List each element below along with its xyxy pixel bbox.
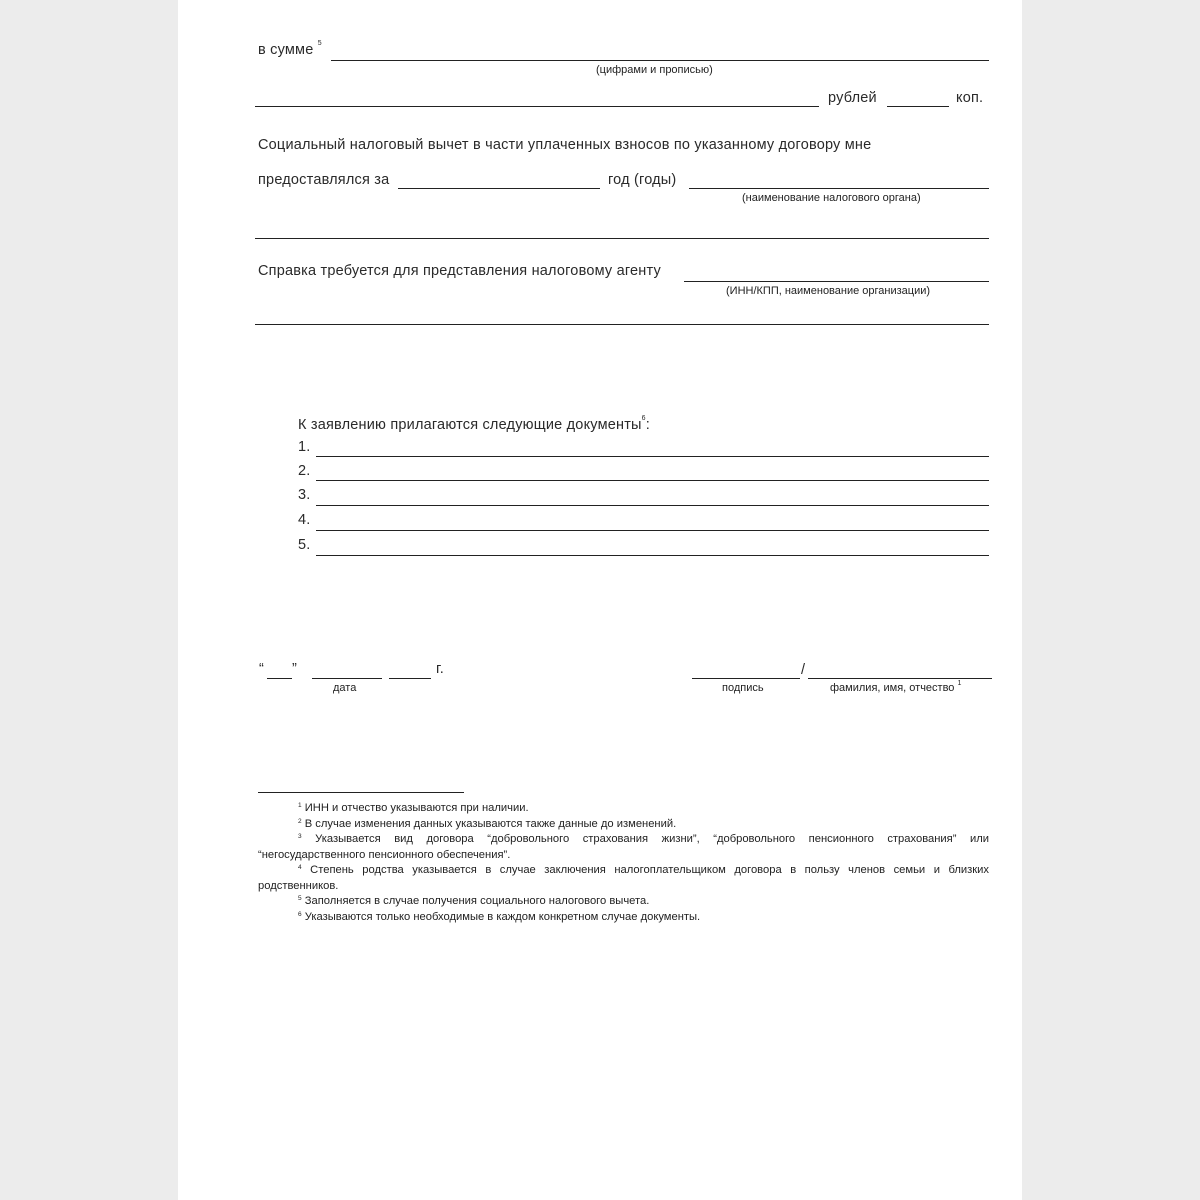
kop-field-line[interactable] [887, 106, 949, 107]
footnotes [258, 801, 989, 925]
attach-item-line[interactable] [316, 530, 989, 531]
tax-office-line-2[interactable] [255, 238, 989, 239]
attach-item-line[interactable] [316, 555, 989, 556]
footnote-item: $^5$ Заполняется в случае получения социального налогового вычета. [298, 895, 650, 907]
attach-item-line[interactable] [316, 480, 989, 481]
sum-words-line[interactable] [255, 106, 819, 107]
date-quote-open: “ [259, 661, 265, 677]
footnote-ref: 5 [317, 40, 322, 47]
footnote-item: $^6$ Указываются только необходимые в каждом конкретном случае документы. [298, 910, 701, 923]
tax-office-hint: (наименование налогового органа) [742, 192, 921, 204]
sign-slash: / [801, 662, 806, 678]
sum-field-line[interactable] [331, 60, 989, 61]
years-field-line[interactable] [398, 188, 600, 189]
years-label: год (годы) [608, 172, 677, 188]
deduction-text: Социальный налоговый вычет в части уплаченных взносов по указанному договору мне [258, 137, 872, 153]
provided-label: предоставлялся за [258, 172, 390, 188]
footnote-item: $^2$ В случае изменения данных указываются также данные до изменений. [298, 817, 677, 830]
org-hint: (ИНН/КПП, наименование организации) [726, 285, 931, 297]
footnote-separator [258, 792, 464, 793]
date-month-line[interactable] [312, 678, 382, 679]
sum-hint: (цифрами и прописью) [596, 64, 713, 76]
attach-item-number: 5. [298, 537, 311, 553]
date-year-line[interactable] [389, 678, 431, 679]
footnote-item: $^3$ Указывается вид договора “добровольного страхования жизни”, “добровольного пенсионного страхования” или “негосударственного пенсионного обеспечения”. [258, 833, 989, 861]
signature-line[interactable] [692, 678, 800, 679]
footnote-item: $^1$ ИНН и отчество указываются при наличии. [298, 802, 529, 814]
attach-item-number: 1. [298, 439, 311, 455]
document-page [178, 0, 1022, 1200]
fio-line[interactable] [808, 678, 992, 679]
org-field-line[interactable] [684, 281, 989, 282]
org-line-2[interactable] [255, 324, 989, 325]
footnote-ref: 6 [641, 415, 646, 422]
attach-item-number: 4. [298, 512, 311, 528]
date-hint: дата [333, 682, 357, 694]
date-day-line[interactable] [267, 678, 292, 679]
date-quote-close: ” [292, 661, 298, 677]
date-year-suffix: г. [436, 661, 444, 677]
footnote-ref: 1 [957, 680, 962, 687]
attach-item-line[interactable] [316, 456, 989, 457]
tax-office-field-line[interactable] [689, 188, 989, 189]
kop-label: коп. [956, 90, 984, 106]
rub-label: рублей [828, 90, 877, 106]
attach-item-number: 3. [298, 487, 311, 503]
sign-hint: подпись [722, 682, 764, 694]
agent-text: Справка требуется для представления налоговому агенту [258, 263, 661, 279]
attach-item-number: 2. [298, 463, 311, 479]
sum-label: в сумме $^5$ [258, 40, 322, 58]
attach-text: К заявлению прилагаются следующие документы$^6$: [298, 415, 650, 433]
footnote-item: $^4$ Степень родства указывается в случае заключения налогоплательщиком договора в пользу членов семьи и близких родственников. [258, 864, 990, 892]
attach-item-line[interactable] [316, 505, 989, 506]
fio-hint: фамилия, имя, отчество $^1$ [830, 680, 962, 694]
